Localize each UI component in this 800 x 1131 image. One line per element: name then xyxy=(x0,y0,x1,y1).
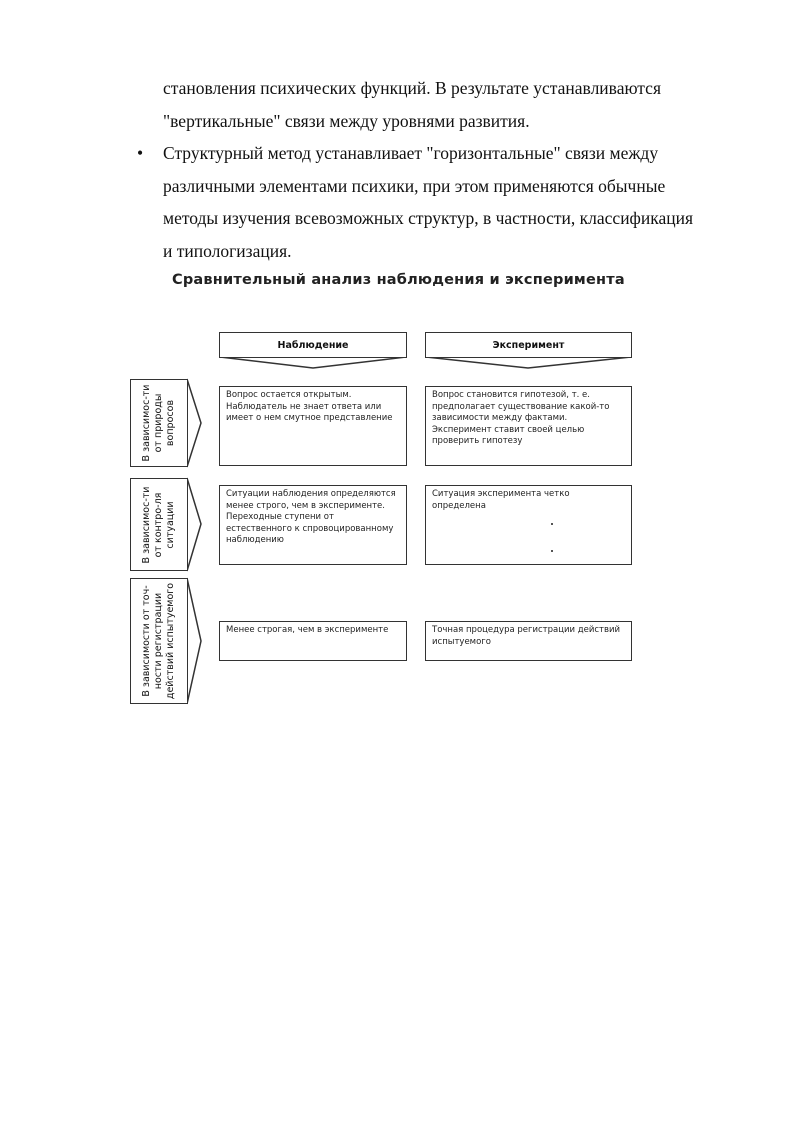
cell-observation: Менее строгая, чем в эксперименте xyxy=(219,621,407,661)
column-header-label: Наблюдение xyxy=(219,332,407,358)
stray-dot xyxy=(551,523,553,525)
cell-experiment: Точная процедура регистрации действий испытуемого xyxy=(425,621,632,661)
right-arrow-icon xyxy=(187,477,203,572)
bullet-line: методы изучения всевозможных структур, в частности, классификация xyxy=(163,208,694,228)
right-arrow-icon xyxy=(187,577,203,705)
body-text xyxy=(137,72,763,267)
paragraph-line: становления психических функций. В результате устанавливаются xyxy=(163,78,661,98)
row-label: В зависимос-ти от природы вопросов xyxy=(141,384,176,462)
row-label-box xyxy=(130,379,188,467)
bullet-line: и типологизация. xyxy=(163,240,292,261)
row-label-box xyxy=(130,578,188,704)
right-arrow-icon xyxy=(187,378,203,468)
paragraph-line: "вертикальные" связи между уровнями развития. xyxy=(163,110,530,131)
diagram-title: Сравнительный анализ наблюдения и эксперимента xyxy=(172,272,625,288)
bullet-item xyxy=(137,137,763,267)
cell-observation: Вопрос остается открытым. Наблюдатель не знает ответа или имеет о нем смутное представление xyxy=(219,386,407,466)
row-label: В зависимос-ти от контро-ля ситуации xyxy=(141,486,176,563)
down-arrow-icon xyxy=(425,357,632,369)
stray-dot xyxy=(551,550,553,552)
cell-experiment: Ситуация эксперимента четко определена xyxy=(425,485,632,565)
down-arrow-icon xyxy=(219,357,407,369)
bullet-marker: • xyxy=(137,143,144,163)
row-label-box xyxy=(130,478,188,571)
column-header-experiment xyxy=(425,332,632,359)
bullet-line: различными элементами психики, при этом применяются обычные xyxy=(163,175,666,196)
cell-experiment: Вопрос становится гипотезой, т. е. предполагает существование какой-то зависимости между фактами. Эксперимент ставит своей целью проверить гипотезу xyxy=(425,386,632,466)
column-header-observation xyxy=(219,332,407,359)
cell-observation: Ситуации наблюдения определяются менее строго, чем в эксперименте. Переходные ступени от естественного к спровоцированному наблюдению xyxy=(219,485,407,565)
column-header-label: Эксперимент xyxy=(425,332,632,358)
row-label: В зависимости от точ-ности регистрации действий испытуемого xyxy=(141,582,176,700)
bullet-line: Структурный метод устанавливает "горизонтальные" связи между xyxy=(163,143,659,163)
